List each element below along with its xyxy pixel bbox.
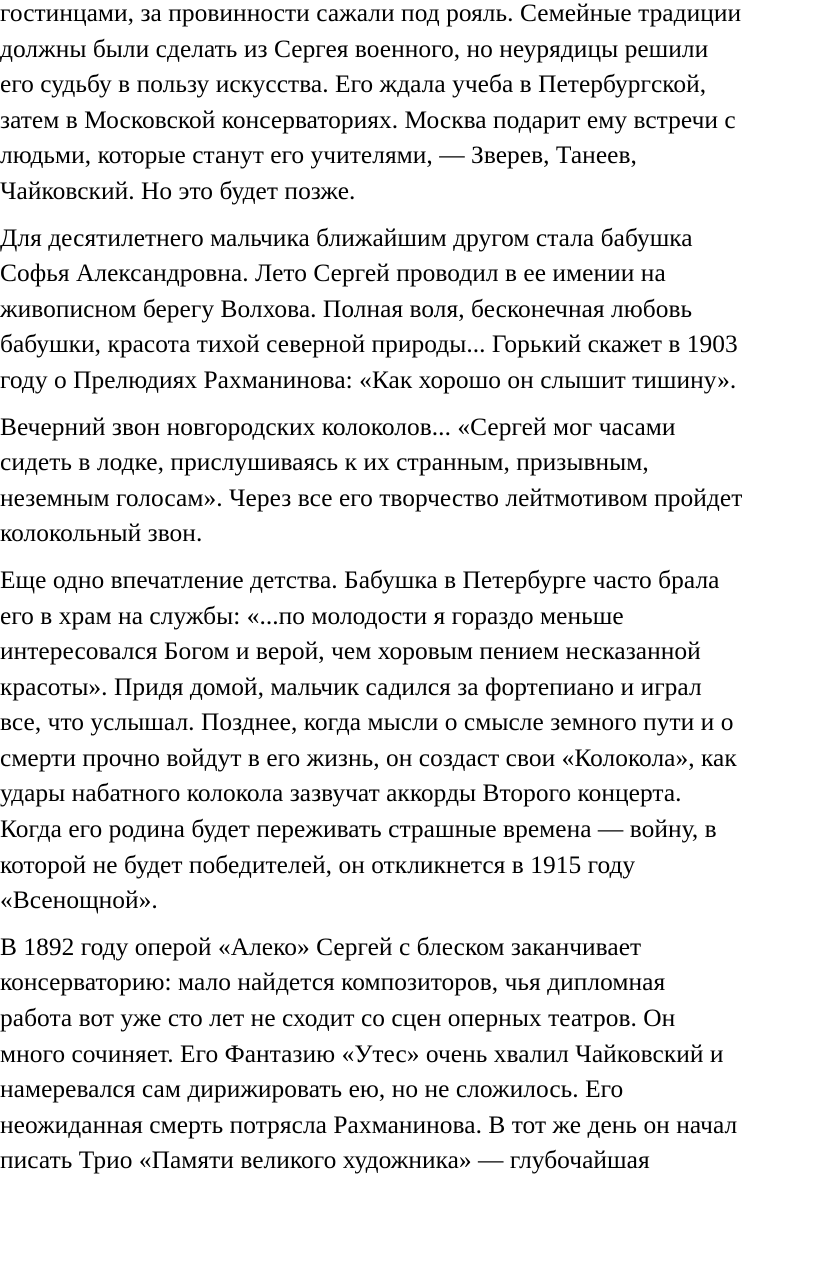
- text-line: намеревался сам дирижировать ею, но не сложилось. Его: [0, 1075, 624, 1104]
- text-line: удары набатного колокола зазвучат аккорды Второго концерта.: [0, 779, 682, 808]
- paragraph-5: [0, 930, 816, 1179]
- text-line: его в храм на службы: «...по молодости я гораздо меньше: [0, 601, 624, 630]
- text-line: живописном берегу Волхова. Полная воля, бесконечная любовь: [0, 294, 693, 323]
- text-line: все, что услышал. Позднее, когда мысли о смысле земного пути и о: [0, 708, 734, 737]
- text-line: бабушки, красота тихой северной природы... Горький скажет в 1903: [0, 330, 738, 359]
- paragraph-1: [0, 0, 816, 210]
- text-line: колокольный звон.: [0, 519, 203, 548]
- text-line: неземным голосам». Через все его творчество лейтмотивом пройдет: [0, 483, 743, 512]
- text-line: Когда его родина будет переживать страшные времена — войну, в: [0, 815, 717, 844]
- text-line: году о Прелюдиях Рахманинова: «Как хорошо он слышит тишину».: [0, 365, 737, 394]
- text-line: много сочиняет. Его Фантазию «Утес» очень хвалил Чайковский и: [0, 1039, 724, 1068]
- text-line: должны были сделать из Сергея военного, но неурядицы решили: [0, 34, 709, 63]
- text-line: которой не будет победителей, он откликнется в 1915 году: [0, 850, 636, 879]
- text-line: В 1892 году оперой «Алеко» Сергей с блеском заканчивает: [0, 932, 642, 961]
- text-line: гостинцами, за провинности сажали под рояль. Семейные традиции: [0, 0, 742, 27]
- text-line: неожиданная смерть потрясла Рахманинова. В тот же день он начал: [0, 1110, 738, 1139]
- paragraph-2: [0, 221, 816, 399]
- paragraph-3: [0, 410, 816, 552]
- text-line: работа вот уже сто лет не сходит со сцен оперных театров. Он: [0, 1004, 676, 1033]
- text-line: его судьбу в пользу искусства. Его ждала учеба в Петербургской,: [0, 70, 707, 99]
- text-line: затем в Московской консерваториях. Москва подарит ему встречи с: [0, 105, 736, 134]
- text-line: Чайковский. Но это будет позже.: [0, 176, 356, 205]
- text-line: сидеть в лодке, прислушиваясь к их странным, призывным,: [0, 448, 649, 477]
- text-line: людьми, которые станут его учителями, — Зверев, Танеев,: [0, 141, 637, 170]
- text-line: интересовался Богом и верой, чем хоровым пением несказанной: [0, 637, 701, 666]
- text-line: красоты». Придя домой, мальчик садился за фортепиано и играл: [0, 672, 702, 701]
- text-line: «Всенощной».: [0, 886, 158, 915]
- text-line: консерваторию: мало найдется композиторов, чья дипломная: [0, 968, 666, 997]
- text-line: Софья Александровна. Лето Сергей проводил в ее имении на: [0, 259, 666, 288]
- text-line: Для десятилетнего мальчика ближайшим другом стала бабушка: [0, 223, 693, 252]
- text-line: Еще одно впечатление детства. Бабушка в Петербурге часто брала: [0, 565, 720, 594]
- text-line: смерти прочно войдут в его жизнь, он создаст свои «Колокола», как: [0, 743, 737, 772]
- text-line: Вечерний звон новгородских колоколов... «Сергей мог часами: [0, 412, 676, 441]
- text-line: писать Трио «Памяти великого художника» — глубочайшая: [0, 1146, 650, 1175]
- paragraph-4: [0, 563, 816, 919]
